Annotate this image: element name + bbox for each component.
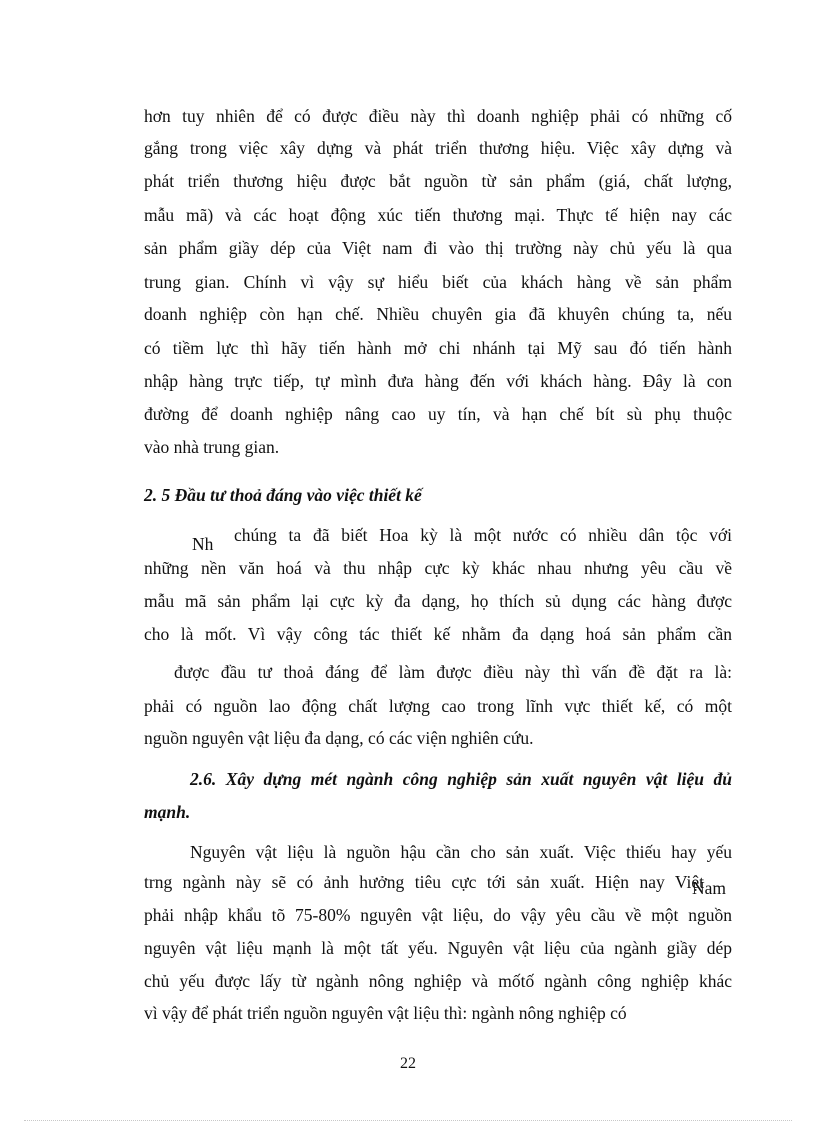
paragraph-line: vì vậy để phát triển nguồn nguyên vật liệu thì: ngành nông nghiệp có <box>144 1003 627 1023</box>
paragraph-line: hơn tuy nhiên để có được điều này thì doanh nghiệp phải có những cố <box>144 106 732 126</box>
paragraph-line: mẫu mã) và các hoạt động xúc tiến thương mại. Thực tế hiện nay các <box>144 205 732 225</box>
paragraph-line: trng ngành này sẽ có ảnh hưởng tiêu cực tới sản xuất. Hiện nay Việt <box>144 872 704 892</box>
paragraph-line: phải có nguồn lao động chất lượng cao trong lĩnh vực thiết kế, có một <box>144 696 732 716</box>
paragraph-line: sản phẩm giầy dép của Việt nam đi vào thị trường này chủ yếu là qua <box>144 238 732 258</box>
paragraph-line: được đầu tư thoả đáng để làm được điều này thì vấn đề đặt ra là: <box>174 662 732 682</box>
page-number: 22 <box>400 1055 416 1072</box>
paragraph-line: trung gian. Chính vì vậy sự hiểu biết của khách hàng về sản phẩm <box>144 272 732 292</box>
paragraph-line: vào nhà trung gian. <box>144 437 280 457</box>
paragraph-line: những nền văn hoá và thu nhập cực kỳ khác nhau nhưng yêu cầu về <box>144 558 732 578</box>
section-heading-2-6-continued: mạnh. <box>144 802 191 822</box>
section-heading-2-6: 2.6. Xây dựng mét ngành công nghiệp sản xuất nguyên vật liệu đủ <box>190 769 732 789</box>
paragraph-fragment: Nh <box>192 534 214 554</box>
paragraph-fragment: Nam <box>692 878 727 898</box>
paragraph-line: phát triển thương hiệu được bắt nguồn từ sản phẩm (giá, chất lượng, <box>144 171 732 191</box>
section-heading-2-5: 2. 5 Đầu tư thoả đáng vào việc thiết kế <box>144 485 422 505</box>
paragraph-line: có tiềm lực thì hãy tiến hành mở chi nhánh tại Mỹ sau đó tiến hành <box>144 338 732 358</box>
paragraph-line: gắng trong việc xây dựng và phát triển thương hiệu. Việc xây dựng và <box>144 138 732 158</box>
paragraph-line: Nguyên vật liệu là nguồn hậu cần cho sản xuất. Việc thiếu hay yếu <box>190 842 732 862</box>
page-bottom-border <box>24 1120 792 1121</box>
paragraph-line: chủ yếu được lấy từ ngành nông nghiệp và mốtố ngành công nghiệp khác <box>144 971 732 991</box>
paragraph-line: chúng ta đã biết Hoa kỳ là một nước có nhiều dân tộc với <box>234 525 732 545</box>
paragraph-line: đường để doanh nghiệp nâng cao uy tín, và hạn chế bít sù phụ thuộc <box>144 404 732 424</box>
paragraph-line: nguyên vật liệu mạnh là một tất yếu. Nguyên vật liệu của ngành giầy dép <box>144 938 732 958</box>
paragraph-line: mẫu mã sản phẩm lại cực kỳ đa dạng, họ thích sủ dụng các hàng được <box>144 591 732 611</box>
paragraph-line: cho là mốt. Vì vậy công tác thiết kế nhằm đa dạng hoá sản phẩm cần <box>144 624 732 644</box>
paragraph-line: nguồn nguyên vật liệu đa dạng, có các viện nghiên cứu. <box>144 728 534 748</box>
paragraph-line: nhập hàng trực tiếp, tự mình đưa hàng đến với khách hàng. Đây là con <box>144 371 732 391</box>
paragraph-line: phải nhập khẩu tõ 75-80% nguyên vật liệu, do vậy yêu cầu về một nguồn <box>144 905 732 925</box>
paragraph-line: doanh nghiệp còn hạn chế. Nhiều chuyên gia đã khuyên chúng ta, nếu <box>144 304 732 324</box>
